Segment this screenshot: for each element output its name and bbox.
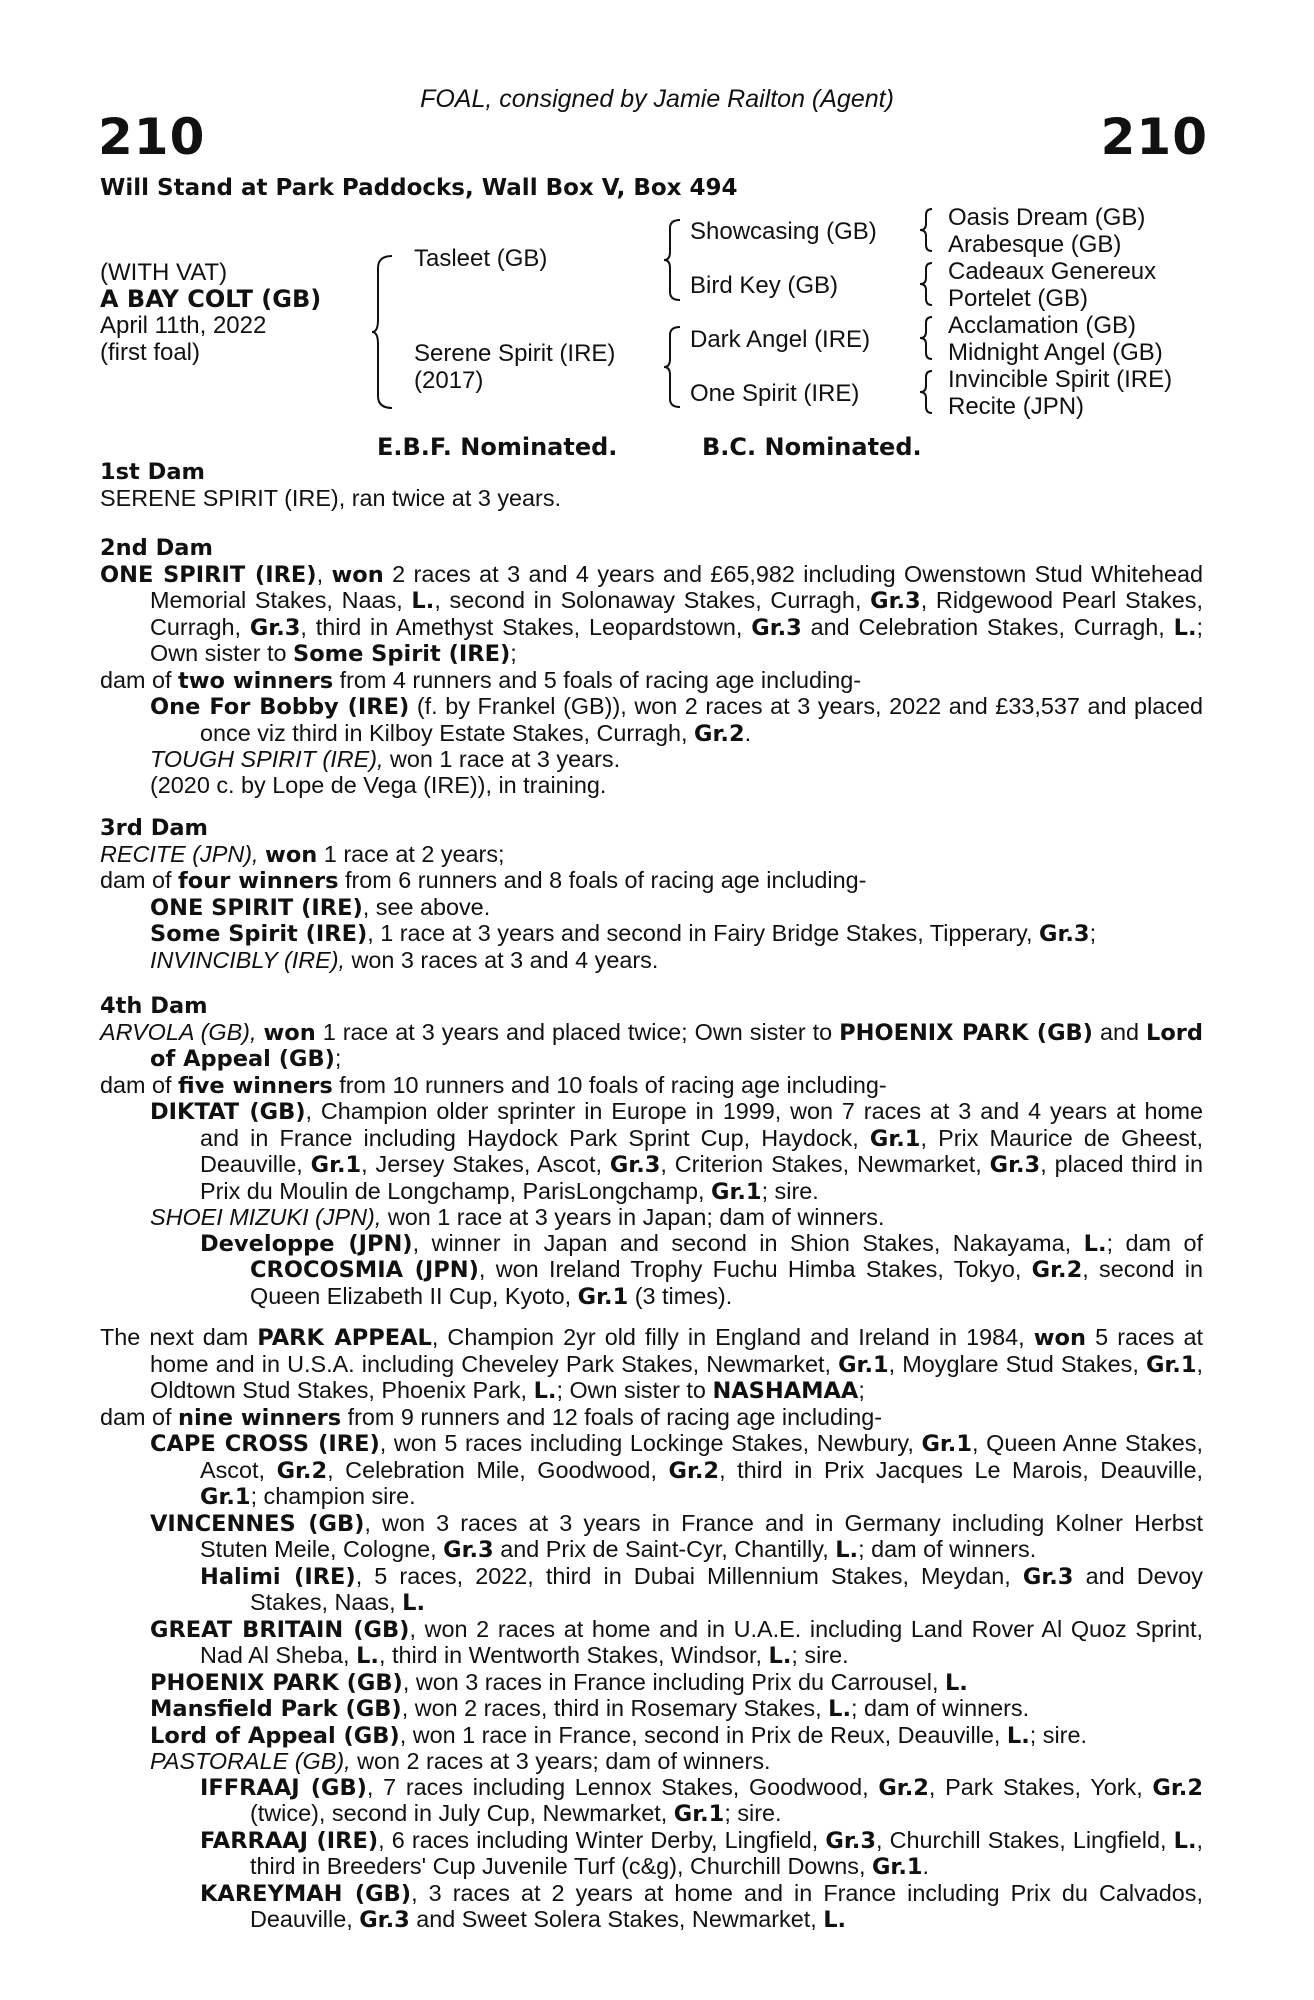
produce-item: KAREYMAH (GB), 3 races at 2 years at home and in France including Prix du Calvados, Deauville, Gr.3 and Sweet Solera Stakes, Newmarket, L.: [200, 1879, 1203, 1933]
won-word: won: [331, 561, 384, 588]
produce-item: IFFRAAJ (GB), 7 races including Lennox Stakes, Goodwood, Gr.2, Park Stakes, York, Gr.2 (twice), second in July Cup, Newmarket, Gr.1; sire.: [200, 1773, 1203, 1827]
first-dam-heading: 1st Dam: [100, 459, 205, 485]
third-dam-heading: 3rd Dam: [100, 815, 208, 841]
sire-dam: Bird Key (GB): [690, 272, 839, 299]
first-dam-text: SERENE SPIRIT (IRE), ran twice at 3 years.: [100, 484, 562, 511]
third-dam-produce: dam of four winners from 6 runners and 8 foals of racing age including-: [100, 867, 867, 894]
brace-sire: [664, 218, 682, 302]
produce-item: VINCENNES (GB), won 3 races at 3 years in France and in Germany including Kolner Herbst Stuten Meile, Cologne, Gr.3 and Prix de Saint-Cyr, Chantilly, L.; dam of winners.: [150, 1509, 1203, 1563]
brace-gg-3: [920, 315, 934, 361]
ebf-nomination: E.B.F. Nominated.: [377, 433, 618, 461]
sire-sire: Showcasing (GB): [690, 218, 877, 245]
gg-4: Portelet (GB): [948, 285, 1089, 312]
produce-item: (2020 c. by Lope de Vega (IRE)), in training.: [150, 771, 607, 798]
next-dam-record: The next dam PARK APPEAL, Champion 2yr old filly in England and Ireland in 1984, won 5 races at home and in U.S.A. including Cheveley Park Stakes, Newmarket, Gr.1, Moyglare Stud Stakes, Gr.1, Oldtown Stud Stakes, Phoenix Park, L.; Own sister to NASHAMAA;: [100, 1324, 1204, 1404]
second-dam-produce: dam of two winners from 4 runners and 5 foals of racing age including-: [100, 666, 862, 694]
lot-number-right: 210: [1100, 108, 1208, 166]
produce-item: GREAT BRITAIN (GB), won 2 races at home and in U.A.E. including Land Rover Al Quoz Sprint, Nad Al Sheba, L., third in Wentworth Stakes, Windsor, L.; sire.: [150, 1615, 1203, 1669]
produce-item: Some Spirit (IRE), 1 race at 3 years and second in Fairy Bridge Stakes, Tipperary, Gr.3;: [150, 920, 1097, 947]
gg-1: Oasis Dream (GB): [948, 204, 1146, 231]
second-dam-heading: 2nd Dam: [100, 535, 213, 561]
gg-8: Recite (JPN): [948, 393, 1085, 420]
lot-title: A BAY COLT (GB): [100, 285, 322, 313]
dam-dam: One Spirit (IRE): [690, 380, 860, 407]
second-dam-section: [100, 536, 1203, 798]
produce-item: Lord of Appeal (GB), won 1 race in France, second in Prix de Reux, Deauville, L.; sire.: [150, 1721, 1087, 1749]
stand-location: Will Stand at Park Paddocks, Wall Box V, Box 494: [100, 175, 738, 201]
produce-item: PHOENIX PARK (GB), won 3 races in France including Prix du Carrousel, L.: [150, 1668, 968, 1696]
produce-item: CAPE CROSS (IRE), won 5 races including Lockinge Stakes, Newbury, Gr.1, Queen Anne Stakes, Ascot, Gr.2, Celebration Mile, Goodwood, Gr.2, third in Prix Jacques Le Marois, Deauville, Gr.1; champion sire.: [150, 1430, 1203, 1510]
fourth-dam-produce: dam of five winners from 10 runners and 10 foals of racing age including-: [100, 1071, 887, 1099]
sister-name: Some Spirit (IRE): [292, 641, 511, 667]
consignor-line: FOAL, consigned by Jamie Railton (Agent): [420, 85, 894, 113]
brace-subject: [372, 254, 396, 410]
dam-year: (2017): [414, 367, 484, 394]
produce-item: SHOEI MIZUKI (JPN), won 1 race at 3 years in Japan; dam of winners.: [150, 1204, 885, 1230]
produce-item: One For Bobby (IRE) (f. by Frankel (GB)), won 2 races at 3 years, 2022 and £33,537 and placed once viz third in Kilboy Estate Stakes, Curragh, Gr.2.: [150, 693, 1203, 747]
fourth-dam-section: [100, 994, 1203, 1310]
foaling-date: April 11th, 2022: [100, 312, 267, 339]
third-dam-section: [100, 816, 1203, 973]
fourth-dam-heading: 4th Dam: [100, 993, 208, 1019]
brace-gg-1: [920, 207, 934, 253]
produce-item: FARRAAJ (IRE), 6 races including Winter Derby, Lingfield, Gr.3, Churchill Stakes, Lingfield, L., third in Breeders' Cup Juvenile Turf (c&g), Churchill Downs, Gr.1.: [200, 1826, 1203, 1880]
foal-note: (first foal): [100, 339, 201, 366]
second-dam-name: ONE SPIRIT (IRE): [100, 561, 317, 588]
bc-nomination: B.C. Nominated.: [702, 433, 922, 461]
vat-note: (WITH VAT): [100, 259, 228, 286]
produce-item: PASTORALE (GB), won 2 races at 3 years; dam of winners.: [150, 1748, 771, 1774]
dam: Serene Spirit (IRE): [414, 340, 616, 367]
brace-gg-2: [920, 261, 934, 307]
gg-7: Invincible Spirit (IRE): [948, 366, 1173, 393]
third-dam-record: RECITE (JPN), won 1 race at 2 years;: [100, 840, 505, 868]
produce-item: TOUGH SPIRIT (IRE), won 1 race at 3 years.: [150, 746, 621, 772]
produce-item: ONE SPIRIT (IRE), see above.: [150, 893, 491, 921]
second-dam-record: ONE SPIRIT (IRE), won 2 races at 3 and 4 years and £65,982 including Owenstown Stud Whitehead Memorial Stakes, Naas, L., second in Solonaway Stakes, Curragh, Gr.3, Ridgewood Pearl Stakes, Curragh, Gr.3, third in Amethyst Stakes, Leopardstown, Gr.3 and Celebration Stakes, Curragh, L.; Own sister to Some Spirit (IRE);: [100, 560, 1203, 667]
produce-item: INVINCIBLY (IRE), won 3 races at 3 and 4 years.: [150, 946, 659, 973]
produce-item: DIKTAT (GB), Champion older sprinter in Europe in 1999, won 7 races at 3 and 4 years at home and in France including Haydock Park Sprint Cup, Haydock, Gr.1, Prix Maurice de Gheest, Deauville, Gr.1, Jersey Stakes, Ascot, Gr.3, Criterion Stakes, Newmarket, Gr.3, placed third in Prix du Moulin de Longchamp, ParisLongchamp, Gr.1; sire.: [150, 1098, 1204, 1205]
produce-item: Developpe (JPN), winner in Japan and second in Shion Stakes, Nakayama, L.; dam of CROCOSMIA (JPN), won Ireland Trophy Fuchu Himba Stakes, Tokyo, Gr.2, second in Queen Elizabeth II Cup, Kyoto, Gr.1 (3 times).: [200, 1229, 1203, 1310]
gg-3: Cadeaux Genereux: [948, 258, 1157, 285]
lot-number-left: 210: [98, 108, 206, 166]
brace-dam: [664, 325, 682, 409]
sire: Tasleet (GB): [414, 245, 548, 272]
fourth-dam-record: ARVOLA (GB), won 1 race at 3 years and placed twice; Own sister to PHOENIX PARK (GB) and Lord of Appeal (GB);: [100, 1018, 1203, 1072]
produce-item: Halimi (IRE), 5 races, 2022, third in Dubai Millennium Stakes, Meydan, Gr.3 and Devoy Stakes, Naas, L.: [200, 1562, 1204, 1616]
gg-5: Acclamation (GB): [948, 312, 1137, 339]
dam-sire: Dark Angel (IRE): [690, 326, 871, 353]
brace-gg-4: [920, 369, 934, 415]
produce-item: Mansfield Park (GB), won 2 races, third in Rosemary Stakes, L.; dam of winners.: [150, 1695, 1030, 1722]
gg-2: Arabesque (GB): [948, 231, 1122, 258]
gg-6: Midnight Angel (GB): [948, 339, 1163, 366]
first-dam-section: [100, 460, 1203, 511]
next-dam-section: [100, 1325, 1203, 1934]
next-dam-produce: dam of nine winners from 9 runners and 12 foals of racing age including-: [100, 1403, 883, 1431]
